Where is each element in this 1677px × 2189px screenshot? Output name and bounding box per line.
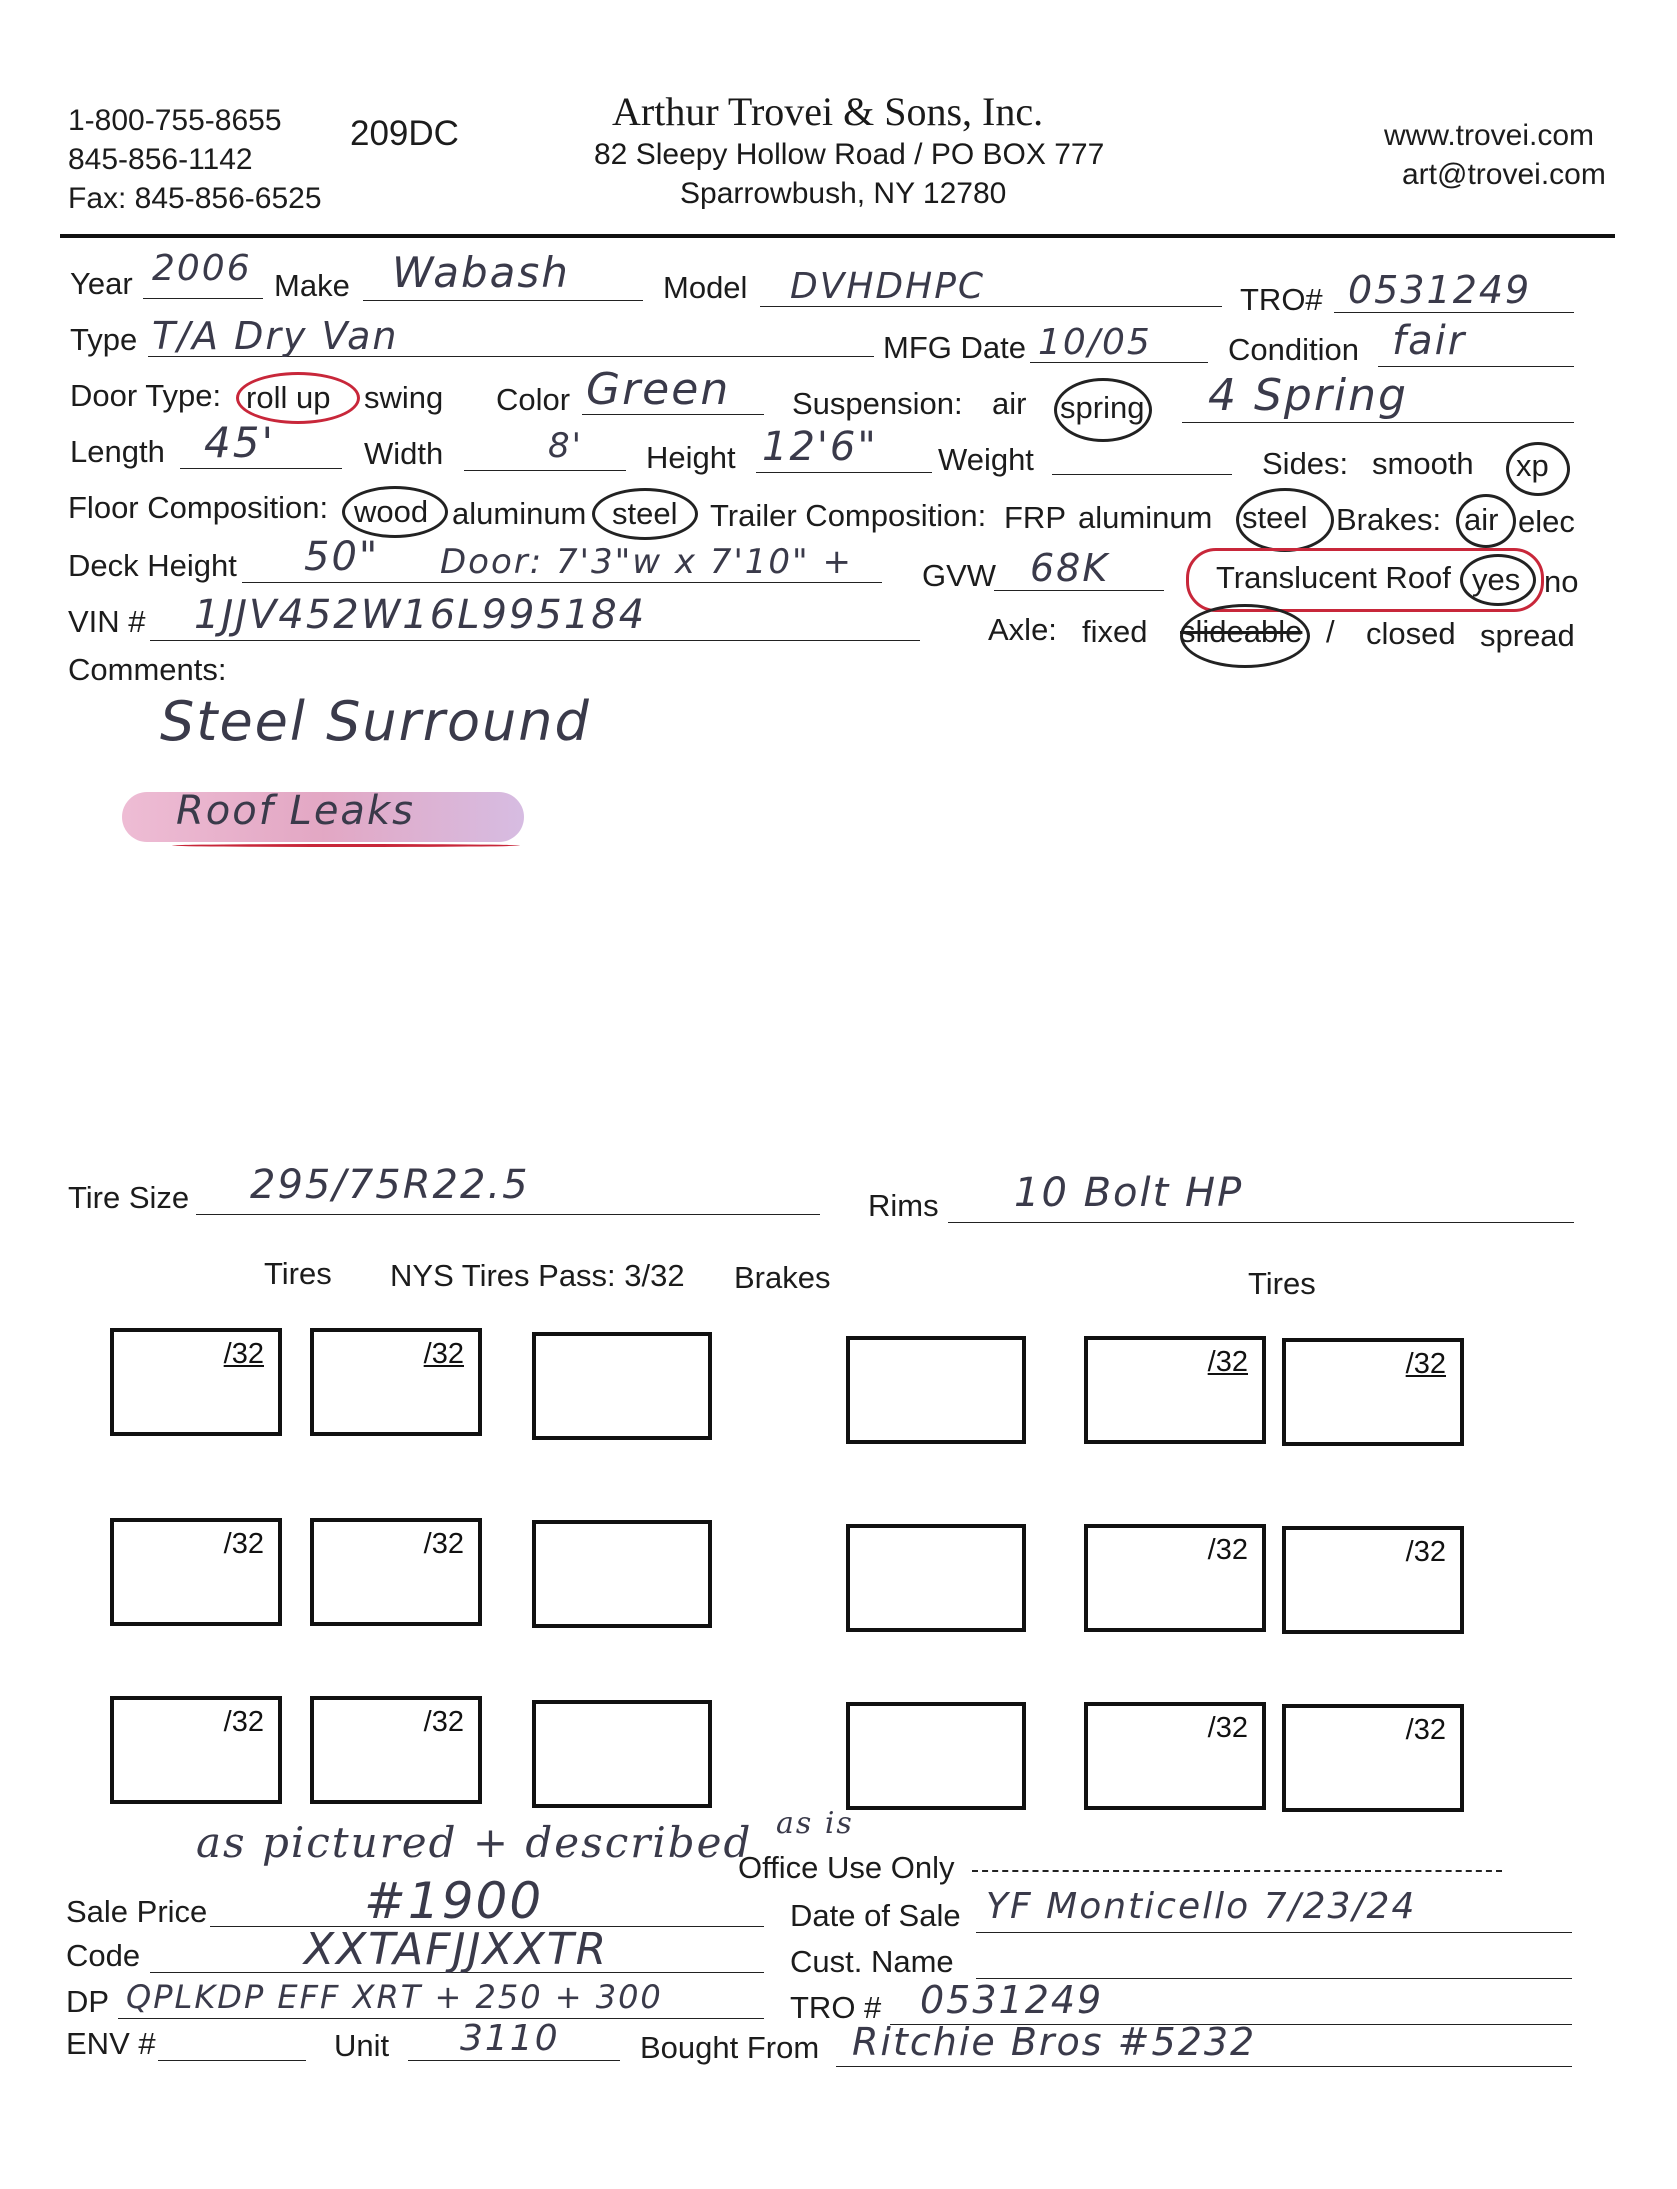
gvw-value[interactable]: 68K: [1030, 546, 1110, 590]
brake-box-right-3[interactable]: [846, 1702, 1026, 1810]
dp-value[interactable]: QPLKDP EFF XRT + 250 + 300: [126, 1978, 663, 2016]
suspension-label: Suspension:: [792, 386, 963, 421]
dp-underline: [118, 2018, 764, 2019]
code-value[interactable]: XXTAFJJXXTR: [304, 1924, 609, 1975]
unit-underline: [408, 2060, 620, 2061]
tire-box-right-outer-3[interactable]: [1282, 1704, 1464, 1812]
translucent-roof-label: Translucent Roof: [1216, 560, 1451, 595]
tire-gauge-label: /32: [223, 1338, 264, 1370]
form-code: 209DC: [350, 114, 459, 153]
length-value[interactable]: 45': [204, 418, 275, 467]
brake-box-right-2[interactable]: [846, 1524, 1026, 1632]
tire-gauge-label: /32: [1405, 1348, 1446, 1380]
brake-box-left-2[interactable]: [532, 1520, 712, 1628]
phone-primary: 1-800-755-8655: [68, 104, 282, 137]
comment-line-2[interactable]: Roof Leaks: [176, 788, 415, 834]
vin-value[interactable]: 1JJV452W16L995184: [194, 592, 647, 638]
suspension-air-option[interactable]: air: [992, 386, 1027, 421]
vin-label: VIN #: [68, 604, 146, 639]
unit-label: Unit: [334, 2028, 390, 2063]
mfg-date-value[interactable]: 10/05: [1038, 322, 1152, 363]
gvw-label: GVW: [922, 558, 997, 593]
tro-underline: [1334, 312, 1574, 313]
sale-note[interactable]: as pictured + described: [196, 1818, 753, 1867]
deck-height-label: Deck Height: [68, 548, 237, 583]
brake-box-left-1[interactable]: [532, 1332, 712, 1440]
deck-height-value[interactable]: 50": [304, 534, 380, 580]
condition-value[interactable]: fair: [1392, 318, 1467, 364]
tire-gauge-label: /32: [423, 1706, 464, 1738]
tire-box-left-outer-3[interactable]: [110, 1696, 282, 1804]
mfg-date-label: MFG Date: [883, 330, 1026, 365]
trailer-frp-option[interactable]: FRP: [1004, 500, 1066, 535]
type-label: Type: [70, 322, 138, 357]
tire-size-underline: [196, 1214, 820, 1215]
bought-from-value[interactable]: Ritchie Bros #5232: [852, 2020, 1257, 2064]
model-value[interactable]: DVHDHPC: [790, 266, 986, 307]
unit-value[interactable]: 3110: [460, 2018, 560, 2059]
tire-box-right-inner-3[interactable]: [1084, 1702, 1266, 1810]
brakes-air-option[interactable]: air: [1464, 502, 1499, 537]
bought-from-underline: [836, 2066, 1572, 2067]
width-value[interactable]: 8': [548, 426, 583, 466]
fax-number: Fax: 845-856-6525: [68, 182, 322, 215]
sides-smooth-option[interactable]: smooth: [1372, 446, 1474, 481]
rims-underline: [948, 1222, 1574, 1223]
trailer-steel-option[interactable]: steel: [1242, 500, 1308, 535]
trailer-composition-label: Trailer Composition:: [710, 498, 987, 533]
tire-box-right-outer-2[interactable]: [1282, 1526, 1464, 1634]
tire-size-label: Tire Size: [68, 1180, 190, 1215]
brakes-column-header: Brakes: [734, 1260, 831, 1295]
comment-line-1[interactable]: Steel Surround: [160, 690, 591, 753]
company-address-line2: Sparrowbush, NY 12780: [680, 177, 1007, 210]
company-address-line1: 82 Sleepy Hollow Road / PO BOX 777: [594, 138, 1105, 171]
tire-gauge-label: /32: [223, 1706, 264, 1738]
width-underline: [464, 470, 626, 471]
door-type-label: Door Type:: [70, 378, 222, 413]
weight-underline: [1052, 474, 1232, 475]
brakes-elec-option[interactable]: elec: [1518, 504, 1575, 539]
axle-slash: /: [1326, 614, 1335, 649]
rims-label: Rims: [868, 1188, 939, 1223]
condition-underline: [1378, 366, 1574, 367]
company-website[interactable]: www.trovei.com: [1384, 119, 1595, 152]
make-value[interactable]: Wabash: [392, 248, 570, 297]
tire-gauge-label: /32: [1405, 1714, 1446, 1746]
sale-price-label: Sale Price: [66, 1894, 208, 1929]
tire-gauge-label: /32: [423, 1338, 464, 1370]
phone-secondary: 845-856-1142: [68, 143, 253, 176]
bought-from-label: Bought From: [640, 2030, 820, 2065]
length-underline: [180, 468, 342, 469]
tro-value[interactable]: 0531249: [1348, 268, 1532, 312]
sides-xp-option[interactable]: xp: [1516, 448, 1549, 483]
header-divider: [60, 234, 1615, 238]
height-label: Height: [646, 440, 736, 475]
suspension-note-underline: [1182, 422, 1574, 423]
height-value[interactable]: 12'6": [762, 424, 878, 470]
code-label: Code: [66, 1938, 141, 1973]
model-label: Model: [663, 270, 748, 305]
tire-gauge-label: /32: [1207, 1346, 1248, 1378]
tires-right-header: Tires: [1248, 1266, 1316, 1301]
company-name: Arthur Trovei & Sons, Inc.: [612, 89, 1044, 134]
height-underline: [756, 472, 932, 473]
roof-yes-option[interactable]: yes: [1472, 562, 1521, 597]
trailer-aluminum-option[interactable]: aluminum: [1078, 500, 1213, 535]
vin-underline: [150, 640, 920, 641]
type-value[interactable]: T/A Dry Van: [152, 314, 399, 358]
door-size-value[interactable]: Door: 7'3"w x 7'10" +: [440, 542, 853, 582]
year-value[interactable]: 2006: [152, 248, 252, 289]
tire-size-value[interactable]: 295/75R22.5: [250, 1162, 530, 1208]
tire-gauge-label: /32: [1207, 1712, 1248, 1744]
color-value[interactable]: Green: [586, 364, 731, 415]
tire-gauge-label: /32: [1405, 1536, 1446, 1568]
env-underline: [158, 2060, 306, 2061]
door-roll-up-option[interactable]: roll up: [246, 380, 331, 415]
color-label: Color: [496, 382, 571, 417]
axle-spread-option[interactable]: spread: [1480, 618, 1575, 653]
roof-no-option[interactable]: no: [1544, 564, 1579, 599]
tro-bottom-value[interactable]: 0531249: [920, 1978, 1104, 2022]
red-underline: [172, 844, 520, 847]
brake-box-left-3[interactable]: [532, 1700, 712, 1808]
year-label: Year: [70, 266, 133, 301]
cust-name-label: Cust. Name: [790, 1944, 954, 1979]
make-label: Make: [274, 268, 350, 303]
axle-slideable-option[interactable]: slideable: [1180, 614, 1303, 649]
suspension-spring-option[interactable]: spring: [1060, 390, 1145, 425]
tire-gauge-label: /32: [1207, 1534, 1248, 1566]
as-is-note[interactable]: as is: [776, 1806, 854, 1841]
tires-left-header: Tires: [264, 1256, 332, 1291]
brake-box-right-1[interactable]: [846, 1336, 1026, 1444]
width-label: Width: [364, 436, 444, 471]
axle-fixed-option[interactable]: fixed: [1082, 614, 1148, 649]
length-label: Length: [70, 434, 165, 469]
tire-box-left-inner-1[interactable]: [310, 1328, 482, 1436]
gvw-underline: [994, 590, 1164, 591]
deck-height-underline: [242, 582, 882, 583]
floor-composition-label: Floor Composition:: [68, 490, 329, 525]
suspension-note-value[interactable]: 4 Spring: [1208, 370, 1408, 421]
sale-price-value[interactable]: #1900: [364, 1872, 544, 1930]
floor-steel-option[interactable]: steel: [612, 496, 678, 531]
date-of-sale-underline: [976, 1932, 1572, 1933]
rims-value[interactable]: 10 Bolt HP: [1014, 1170, 1244, 1216]
company-email[interactable]: art@trovei.com: [1402, 158, 1606, 191]
tire-box-left-inner-3[interactable]: [310, 1696, 482, 1804]
tire-box-right-inner-2[interactable]: [1084, 1524, 1266, 1632]
tire-box-right-inner-1[interactable]: [1084, 1336, 1266, 1444]
date-of-sale-value[interactable]: YF Monticello 7/23/24: [986, 1886, 1417, 1927]
make-underline: [363, 300, 643, 301]
weight-label: Weight: [938, 442, 1034, 477]
axle-closed-option[interactable]: closed: [1366, 616, 1456, 651]
env-label: ENV #: [66, 2026, 156, 2061]
tire-box-left-outer-1[interactable]: [110, 1328, 282, 1436]
axle-label: Axle:: [988, 612, 1057, 647]
comments-label: Comments:: [68, 652, 227, 687]
date-of-sale-label: Date of Sale: [790, 1898, 961, 1933]
floor-aluminum-option[interactable]: aluminum: [452, 496, 587, 531]
tire-box-left-inner-2[interactable]: [310, 1518, 482, 1626]
dp-label: DP: [66, 1984, 110, 2019]
tire-gauge-label: /32: [223, 1528, 264, 1560]
floor-wood-option[interactable]: wood: [354, 494, 429, 529]
tire-box-right-outer-1[interactable]: [1282, 1338, 1464, 1446]
tro-label: TRO#: [1240, 282, 1323, 317]
year-underline: [143, 298, 263, 299]
sides-label: Sides:: [1262, 446, 1349, 481]
brakes-label: Brakes:: [1336, 502, 1442, 537]
door-swing-option[interactable]: swing: [364, 380, 444, 415]
office-use-dashes: [972, 1870, 1502, 1872]
tro-bottom-label: TRO #: [790, 1990, 882, 2025]
tire-box-left-outer-2[interactable]: [110, 1518, 282, 1626]
nys-tires-pass-header: NYS Tires Pass: 3/32: [390, 1258, 685, 1293]
tire-gauge-label: /32: [423, 1528, 464, 1560]
condition-label: Condition: [1228, 332, 1359, 367]
office-use-header: Office Use Only: [738, 1850, 955, 1885]
